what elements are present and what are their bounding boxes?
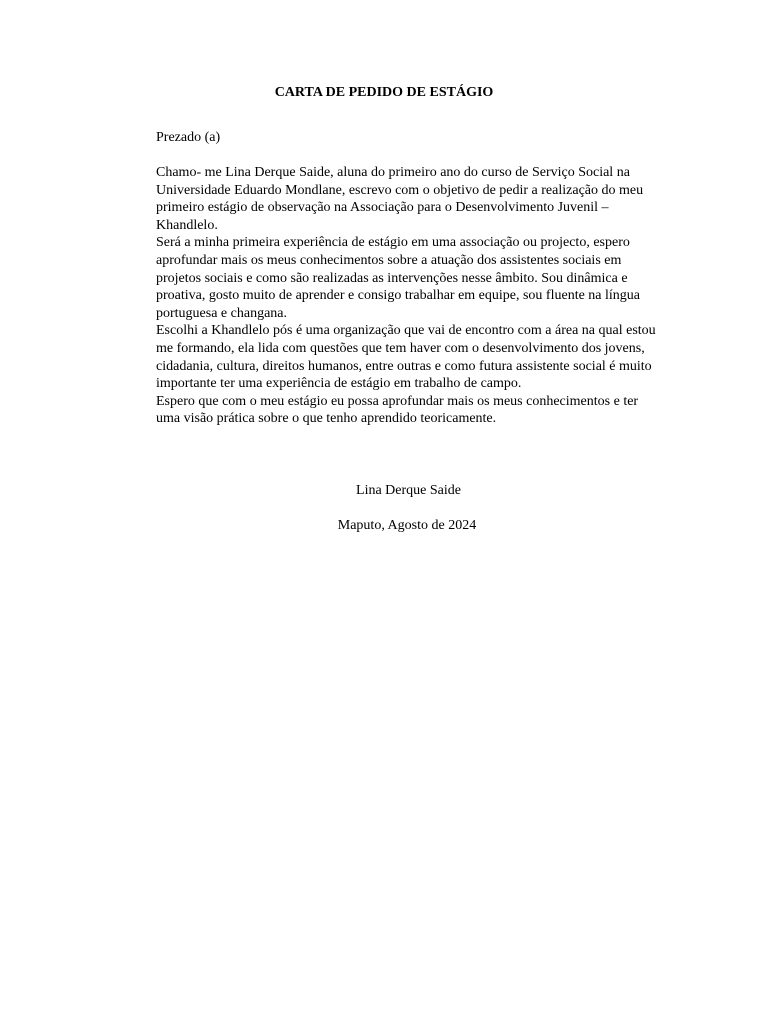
body-paragraph-closing: Espero que com o meu estágio eu possa aprofundar mais os meus conhecimentos e ter uma visão prática sobre o que tenho aprendido teoricamente. <box>156 393 639 427</box>
place-and-date: Maputo, Agosto de 2024 <box>337 518 477 533</box>
letter-title: CARTA DE PEDIDO DE ESTÁGIO <box>274 85 494 100</box>
body-paragraph-motivation: Escolhi a Khandlelo pós é uma organização que vai de encontro com a área na qual estou me formando, ela lida com questões que tem haver com o desenvolvimento dos jovens, cidadania, cultura, direitos humanos, entre outras e como futura assistente social é muito importante ter uma experiência de estágio em trabalho de campo. <box>156 323 656 392</box>
letter-body <box>156 164 661 428</box>
body-paragraph-expectations: Será a minha primeira experiência de estágio em uma associação ou projecto, espero aprofundar mais os meus conhecimentos sobre a atuação dos assistentes sociais em projetos sociais e como são realizadas as intervenções nesse âmbito. Sou dinâmica e proativa, gosto muito de aprender e consigo trabalhar em equipe, sou fluente na língua portuguesa e changana. <box>156 235 641 321</box>
letter-greeting: Prezado (a) <box>156 130 221 145</box>
body-paragraph-intro: Chamo- me Lina Derque Saide, aluna do primeiro ano do curso de Serviço Social na Universidade Eduardo Mondlane, escrevo com o objetivo de pedir a realização do meu primeiro estágio de observação na Associação para o Desenvolvimento Juvenil – Khandlelo. <box>156 165 644 233</box>
signature-name: Lina Derque Saide <box>356 483 461 498</box>
